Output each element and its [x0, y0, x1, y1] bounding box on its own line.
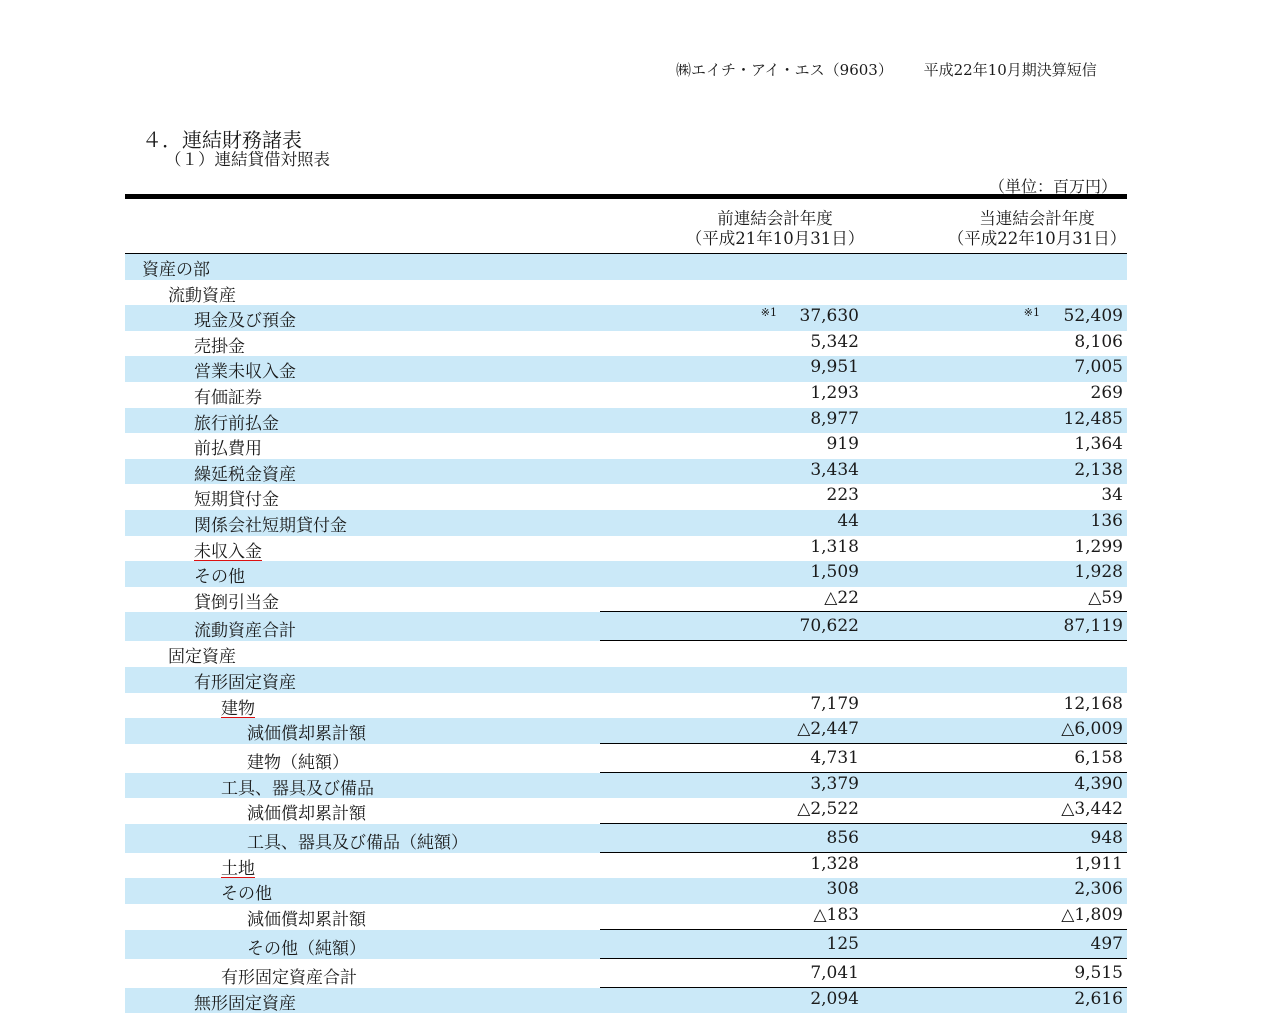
- row-label: 資産の部: [142, 260, 210, 280]
- row-label: 減価償却累計額: [247, 910, 366, 931]
- row-label: 売掛金: [194, 336, 245, 357]
- value-curr: 269: [1090, 382, 1123, 403]
- row-label: 関係会社短期貸付金: [194, 515, 347, 536]
- row-label: 有形固定資産合計: [221, 967, 357, 988]
- value-prev: 7,179: [810, 693, 859, 714]
- value-prev: △22: [824, 587, 859, 608]
- value-prev: 3,434: [810, 459, 859, 480]
- row-label: 建物: [221, 698, 255, 719]
- value-prev: △2,522: [797, 799, 859, 820]
- row-label: その他: [221, 884, 272, 905]
- value-prev: △2,447: [797, 719, 859, 740]
- row-label: 流動資産合計: [194, 621, 296, 642]
- value-prev: 1,293: [810, 382, 859, 403]
- value-prev: 9,951: [810, 357, 859, 378]
- row-label: 有形固定資産: [194, 672, 296, 693]
- column-curr-label: 当連結会計年度: [979, 209, 1095, 228]
- row-label: 工具、器具及び備品（純額）: [247, 832, 468, 853]
- value-prev: 2,094: [810, 988, 859, 1009]
- company-name: ㈱エイチ・アイ・エス（9603）: [676, 61, 893, 79]
- unit-label: （単位：百万円）: [988, 177, 1117, 196]
- row-label: 減価償却累計額: [247, 724, 366, 745]
- value-prev: 125: [826, 933, 859, 954]
- value-prev: 4,731: [810, 747, 859, 768]
- value-curr: 2,306: [1074, 879, 1123, 900]
- row-label: 有価証券: [194, 387, 262, 408]
- value-prev: 7,041: [810, 962, 859, 983]
- value-curr: 4,390: [1074, 773, 1123, 794]
- value-curr: 12,485: [1063, 408, 1123, 429]
- value-curr: 1,299: [1074, 536, 1123, 557]
- row-label: 貸倒引当金: [194, 592, 279, 613]
- row-label: その他: [194, 567, 245, 588]
- table-row: [125, 536, 1127, 562]
- row-label: 無形固定資産: [194, 993, 296, 1014]
- row-label: 営業未収入金: [194, 362, 296, 383]
- row-label: 現金及び預金: [194, 311, 296, 332]
- value-curr: 9,515: [1074, 962, 1123, 983]
- value-prev: 223: [826, 485, 859, 506]
- table-row: [125, 305, 1127, 331]
- value-curr: 497: [1090, 933, 1123, 954]
- table-row: [125, 587, 1127, 613]
- value-curr: 2,138: [1074, 459, 1123, 480]
- column-header-curr: [907, 209, 1167, 249]
- column-curr-date: （平成22年10月31日）: [947, 229, 1127, 248]
- value-prev: △183: [813, 905, 859, 926]
- section-title: ４．連結財務諸表: [142, 128, 302, 152]
- table-row: [125, 433, 1127, 459]
- table-row: [125, 959, 1127, 988]
- table-row: [125, 878, 1127, 904]
- value-curr: △59: [1088, 587, 1123, 608]
- table-row: [125, 824, 1127, 853]
- value-prev: 37,630: [799, 306, 859, 327]
- table-row: [125, 510, 1127, 536]
- row-label: 流動資産: [168, 285, 236, 306]
- value-prev: 1,328: [810, 853, 859, 874]
- row-label: 前払費用: [194, 439, 262, 460]
- sub-title: （１）連結貸借対照表: [165, 150, 330, 169]
- row-label: 工具、器具及び備品: [221, 778, 374, 799]
- table-row: [125, 641, 1127, 667]
- value-prev: 1,509: [810, 562, 859, 583]
- table-row: [125, 280, 1127, 306]
- table-row: [125, 356, 1127, 382]
- value-prev: 70,622: [799, 616, 859, 637]
- row-label: 減価償却累計額: [247, 804, 366, 825]
- value-curr: 1,911: [1074, 853, 1123, 874]
- row-label: 土地: [221, 858, 255, 879]
- value-prev: 919: [826, 434, 859, 455]
- value-prev: 1,318: [810, 536, 859, 557]
- document-header: [676, 59, 1097, 80]
- value-curr: 1,928: [1074, 562, 1123, 583]
- table-row: [125, 459, 1127, 485]
- table-body: [125, 254, 1127, 1013]
- value-prev: 856: [826, 827, 859, 848]
- value-prev: 3,379: [810, 773, 859, 794]
- value-curr: 52,409: [1063, 306, 1123, 327]
- table-row: [125, 693, 1127, 719]
- row-label: 旅行前払金: [194, 413, 279, 434]
- note-marker-prev: ※1: [760, 306, 777, 320]
- value-curr: 87,119: [1063, 616, 1123, 637]
- table-row: [125, 561, 1127, 587]
- row-label: その他（純額）: [247, 938, 366, 959]
- table-row: [125, 484, 1127, 510]
- value-curr: 12,168: [1063, 693, 1123, 714]
- value-prev: 8,977: [810, 408, 859, 429]
- table-row: [125, 744, 1127, 773]
- value-curr: 8,106: [1074, 331, 1123, 352]
- row-label: 建物（純額）: [247, 752, 349, 773]
- table-row: [125, 331, 1127, 357]
- value-curr: 948: [1090, 827, 1123, 848]
- value-curr: △6,009: [1061, 719, 1123, 740]
- table-row: [125, 988, 1127, 1014]
- table-row: [125, 382, 1127, 408]
- table-row: [125, 667, 1127, 693]
- table-row: [125, 718, 1127, 744]
- table-row: [125, 904, 1127, 930]
- column-prev-date: （平成21年10月31日）: [685, 229, 865, 248]
- table-row: [125, 254, 1127, 280]
- column-prev-label: 前連結会計年度: [717, 209, 833, 228]
- value-curr: 2,616: [1074, 988, 1123, 1009]
- table-row: [125, 408, 1127, 434]
- value-curr: 7,005: [1074, 357, 1123, 378]
- table-row: [125, 773, 1127, 799]
- column-header-prev: [645, 209, 905, 249]
- value-curr: 136: [1090, 510, 1123, 531]
- table-row: [125, 853, 1127, 879]
- value-curr: 6,158: [1074, 747, 1123, 768]
- table-row: [125, 798, 1127, 824]
- row-label: 未収入金: [194, 541, 262, 562]
- value-curr: 34: [1101, 485, 1123, 506]
- note-marker-curr: ※1: [1023, 306, 1040, 320]
- value-curr: 1,364: [1074, 434, 1123, 455]
- document-title: 平成22年10月期決算短信: [923, 61, 1097, 79]
- row-label: 短期貸付金: [194, 490, 279, 511]
- value-curr: △1,809: [1061, 905, 1123, 926]
- row-label: 固定資産: [168, 647, 236, 668]
- table-row: [125, 930, 1127, 959]
- row-label: 繰延税金資産: [194, 464, 296, 485]
- value-prev: 5,342: [810, 331, 859, 352]
- table-row: [125, 612, 1127, 641]
- column-header-row: [125, 199, 1127, 254]
- value-prev: 308: [826, 879, 859, 900]
- value-prev: 44: [837, 510, 859, 531]
- value-curr: △3,442: [1061, 799, 1123, 820]
- balance-sheet-table: [125, 194, 1127, 1013]
